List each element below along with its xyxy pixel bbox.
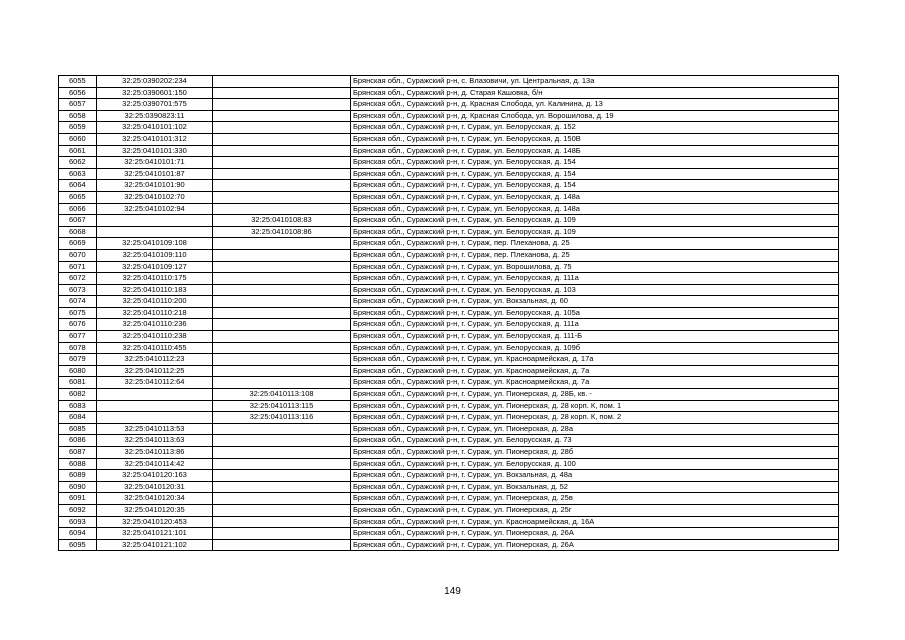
address-cell: Брянская обл., Суражский р-н, г. Сураж, ул. Белорусская, д. 109б bbox=[351, 342, 839, 354]
row-number-cell: 6072 bbox=[59, 273, 97, 285]
row-number-cell: 6082 bbox=[59, 389, 97, 401]
cadastral-number-cell: 32:25:0410101:330 bbox=[97, 145, 213, 157]
address-cell: Брянская обл., Суражский р-н, г. Сураж, ул. Красноармейская, д. 17а bbox=[351, 354, 839, 366]
address-cell: Брянская обл., Суражский р-н, г. Сураж, ул. Ворошилова, д. 75 bbox=[351, 261, 839, 273]
cadastral-number-alt-cell: 32:25:0410113:116 bbox=[213, 412, 351, 424]
table-row bbox=[59, 133, 839, 145]
address-cell: Брянская обл., Суражский р-н, г. Сураж, ул. Белорусская, д. 111-Б bbox=[351, 331, 839, 343]
address-cell: Брянская обл., Суражский р-н, г. Сураж, ул. Белорусская, д. 105а bbox=[351, 307, 839, 319]
address-cell: Брянская обл., Суражский р-н, г. Сураж, пер. Плеханова, д. 25 bbox=[351, 249, 839, 261]
cadastral-number-cell: 32:25:0410121:102 bbox=[97, 539, 213, 551]
cadastral-number-cell: 32:25:0410101:312 bbox=[97, 133, 213, 145]
address-cell: Брянская обл., Суражский р-н, г. Сураж, ул. Белорусская, д. 152 bbox=[351, 122, 839, 134]
cadastral-number-cell: 32:25:0410112:23 bbox=[97, 354, 213, 366]
row-number-cell: 6077 bbox=[59, 331, 97, 343]
page-number: 149 bbox=[444, 586, 461, 597]
table-row bbox=[59, 296, 839, 308]
table-row bbox=[59, 377, 839, 389]
address-cell: Брянская обл., Суражский р-н, с. Влазовичи, ул. Центральная, д. 13а bbox=[351, 76, 839, 88]
cadastral-number-cell bbox=[97, 226, 213, 238]
cadastral-number-alt-cell bbox=[213, 342, 351, 354]
cadastral-number-cell: 32:25:0410102:70 bbox=[97, 191, 213, 203]
cadastral-number-alt-cell bbox=[213, 423, 351, 435]
table-row bbox=[59, 365, 839, 377]
address-cell: Брянская обл., Суражский р-н, г. Сураж, ул. Белорусская, д. 148Б bbox=[351, 145, 839, 157]
address-cell: Брянская обл., Суражский р-н, г. Сураж, ул. Белорусская, д. 154 bbox=[351, 168, 839, 180]
table-row bbox=[59, 110, 839, 122]
table-row bbox=[59, 99, 839, 111]
address-cell: Брянская обл., Суражский р-н, г. Сураж, ул. Белорусская, д. 73 bbox=[351, 435, 839, 447]
row-number-cell: 6088 bbox=[59, 458, 97, 470]
address-cell: Брянская обл., Суражский р-н, г. Сураж, ул. Белорусская, д. 111а bbox=[351, 319, 839, 331]
row-number-cell: 6085 bbox=[59, 423, 97, 435]
cadastral-number-cell: 32:25:0410120:163 bbox=[97, 470, 213, 482]
cadastral-number-alt-cell bbox=[213, 273, 351, 285]
table-row bbox=[59, 470, 839, 482]
cadastral-number-alt-cell bbox=[213, 180, 351, 192]
cadastral-number-cell: 32:25:0410120:31 bbox=[97, 481, 213, 493]
table-row bbox=[59, 423, 839, 435]
row-number-cell: 6065 bbox=[59, 191, 97, 203]
address-cell: Брянская обл., Суражский р-н, д. Старая Кашовка, б/н bbox=[351, 87, 839, 99]
cadastral-number-cell: 32:25:0410120:453 bbox=[97, 516, 213, 528]
address-cell: Брянская обл., Суражский р-н, г. Сураж, ул. Белорусская, д. 150В bbox=[351, 133, 839, 145]
cadastral-number-cell: 32:25:0410109:110 bbox=[97, 249, 213, 261]
row-number-cell: 6063 bbox=[59, 168, 97, 180]
cadastral-number-alt-cell bbox=[213, 481, 351, 493]
table-row bbox=[59, 447, 839, 459]
cadastral-number-alt-cell bbox=[213, 203, 351, 215]
cadastral-number-alt-cell bbox=[213, 539, 351, 551]
row-number-cell: 6056 bbox=[59, 87, 97, 99]
cadastral-number-cell: 32:25:0410113:53 bbox=[97, 423, 213, 435]
row-number-cell: 6071 bbox=[59, 261, 97, 273]
cadastral-number-cell: 32:25:0410101:87 bbox=[97, 168, 213, 180]
row-number-cell: 6064 bbox=[59, 180, 97, 192]
cadastral-number-alt-cell bbox=[213, 110, 351, 122]
row-number-cell: 6076 bbox=[59, 319, 97, 331]
cadastral-number-cell: 32:25:0410112:64 bbox=[97, 377, 213, 389]
address-cell: Брянская обл., Суражский р-н, г. Сураж, ул. Пионерская, д. 28 корп. К, пом. 2 bbox=[351, 412, 839, 424]
address-cell: Брянская обл., Суражский р-н, г. Сураж, ул. Белорусская, д. 148а bbox=[351, 191, 839, 203]
address-cell: Брянская обл., Суражский р-н, г. Сураж, ул. Белорусская, д. 103 bbox=[351, 284, 839, 296]
cadastral-number-alt-cell bbox=[213, 296, 351, 308]
row-number-cell: 6068 bbox=[59, 226, 97, 238]
address-cell: Брянская обл., Суражский р-н, г. Сураж, ул. Пионерская, д. 25г bbox=[351, 504, 839, 516]
row-number-cell: 6075 bbox=[59, 307, 97, 319]
address-cell: Брянская обл., Суражский р-н, г. Сураж, ул. Пионерская, д. 26А bbox=[351, 539, 839, 551]
cadastral-number-alt-cell bbox=[213, 435, 351, 447]
cadastral-number-cell: 32:25:0390202:234 bbox=[97, 76, 213, 88]
cadastral-number-alt-cell: 32:25:0410108:83 bbox=[213, 215, 351, 227]
table-row bbox=[59, 226, 839, 238]
cadastral-number-alt-cell bbox=[213, 238, 351, 250]
table-row bbox=[59, 389, 839, 401]
cadastral-number-cell bbox=[97, 412, 213, 424]
cadastral-number-alt-cell bbox=[213, 191, 351, 203]
address-cell: Брянская обл., Суражский р-н, г. Сураж, ул. Пионерская, д. 25в bbox=[351, 493, 839, 505]
row-number-cell: 6061 bbox=[59, 145, 97, 157]
row-number-cell: 6083 bbox=[59, 400, 97, 412]
address-cell: Брянская обл., Суражский р-н, г. Сураж, ул. Пионерская, д. 26А bbox=[351, 528, 839, 540]
row-number-cell: 6069 bbox=[59, 238, 97, 250]
cadastral-number-alt-cell bbox=[213, 319, 351, 331]
row-number-cell: 6095 bbox=[59, 539, 97, 551]
table-row bbox=[59, 400, 839, 412]
table-row bbox=[59, 203, 839, 215]
address-cell: Брянская обл., Суражский р-н, д. Красная Слобода, ул. Калинина, д. 13 bbox=[351, 99, 839, 111]
cadastral-number-cell: 32:25:0410101:71 bbox=[97, 157, 213, 169]
row-number-cell: 6091 bbox=[59, 493, 97, 505]
cadastral-number-alt-cell bbox=[213, 528, 351, 540]
table-row bbox=[59, 481, 839, 493]
cadastral-number-cell: 32:25:0410110:238 bbox=[97, 331, 213, 343]
address-cell: Брянская обл., Суражский р-н, г. Сураж, ул. Красноармейская, д. 16А bbox=[351, 516, 839, 528]
cadastral-number-cell: 32:25:0410109:127 bbox=[97, 261, 213, 273]
table-row bbox=[59, 516, 839, 528]
row-number-cell: 6078 bbox=[59, 342, 97, 354]
table-row bbox=[59, 76, 839, 88]
row-number-cell: 6093 bbox=[59, 516, 97, 528]
address-cell: Брянская обл., Суражский р-н, г. Сураж, ул. Белорусская, д. 109 bbox=[351, 226, 839, 238]
cadastral-number-alt-cell bbox=[213, 354, 351, 366]
cadastral-number-cell: 32:25:0410101:90 bbox=[97, 180, 213, 192]
table-row bbox=[59, 539, 839, 551]
cadastral-number-alt-cell bbox=[213, 157, 351, 169]
table-row bbox=[59, 249, 839, 261]
table-row bbox=[59, 273, 839, 285]
table-row bbox=[59, 215, 839, 227]
address-cell: Брянская обл., Суражский р-н, г. Сураж, ул. Красноармейская, д. 7а bbox=[351, 377, 839, 389]
row-number-cell: 6067 bbox=[59, 215, 97, 227]
address-cell: Брянская обл., Суражский р-н, г. Сураж, ул. Белорусская, д. 109 bbox=[351, 215, 839, 227]
cadastral-number-cell: 32:25:0410110:200 bbox=[97, 296, 213, 308]
cadastral-number-alt-cell bbox=[213, 99, 351, 111]
cadastral-number-alt-cell bbox=[213, 307, 351, 319]
table-row bbox=[59, 412, 839, 424]
cadastral-number-cell: 32:25:0410112:25 bbox=[97, 365, 213, 377]
cadastral-number-cell bbox=[97, 389, 213, 401]
row-number-cell: 6080 bbox=[59, 365, 97, 377]
row-number-cell: 6087 bbox=[59, 447, 97, 459]
cadastral-number-alt-cell bbox=[213, 87, 351, 99]
address-cell: Брянская обл., Суражский р-н, г. Сураж, ул. Белорусская, д. 111а bbox=[351, 273, 839, 285]
address-cell: Брянская обл., Суражский р-н, д. Красная Слобода, ул. Ворошилова, д. 19 bbox=[351, 110, 839, 122]
registry-table bbox=[58, 75, 839, 551]
cadastral-number-cell: 32:25:0410120:34 bbox=[97, 493, 213, 505]
cadastral-number-alt-cell bbox=[213, 331, 351, 343]
cadastral-number-alt-cell bbox=[213, 470, 351, 482]
cadastral-number-alt-cell bbox=[213, 284, 351, 296]
cadastral-number-cell: 32:25:0410109:108 bbox=[97, 238, 213, 250]
table-row bbox=[59, 168, 839, 180]
table-row bbox=[59, 342, 839, 354]
address-cell: Брянская обл., Суражский р-н, г. Сураж, ул. Вокзальная, д. 48а bbox=[351, 470, 839, 482]
row-number-cell: 6086 bbox=[59, 435, 97, 447]
address-cell: Брянская обл., Суражский р-н, г. Сураж, ул. Пионерская, д. 28Б, кв. - bbox=[351, 389, 839, 401]
cadastral-number-cell: 32:25:0410120:35 bbox=[97, 504, 213, 516]
row-number-cell: 6090 bbox=[59, 481, 97, 493]
table-row bbox=[59, 354, 839, 366]
cadastral-number-cell: 32:25:0410110:218 bbox=[97, 307, 213, 319]
cadastral-number-cell: 32:25:0390701:575 bbox=[97, 99, 213, 111]
table-row bbox=[59, 145, 839, 157]
table-row bbox=[59, 307, 839, 319]
cadastral-number-alt-cell bbox=[213, 504, 351, 516]
cadastral-number-alt-cell bbox=[213, 76, 351, 88]
cadastral-number-alt-cell: 32:25:0410113:108 bbox=[213, 389, 351, 401]
address-cell: Брянская обл., Суражский р-н, г. Сураж, ул. Вокзальная, д. 52 bbox=[351, 481, 839, 493]
row-number-cell: 6058 bbox=[59, 110, 97, 122]
table-row bbox=[59, 284, 839, 296]
table-row bbox=[59, 87, 839, 99]
address-cell: Брянская обл., Суражский р-н, г. Сураж, ул. Пионерская, д. 28б bbox=[351, 447, 839, 459]
row-number-cell: 6094 bbox=[59, 528, 97, 540]
row-number-cell: 6092 bbox=[59, 504, 97, 516]
cadastral-number-cell: 32:25:0410121:101 bbox=[97, 528, 213, 540]
row-number-cell: 6089 bbox=[59, 470, 97, 482]
cadastral-number-cell: 32:25:0410113:86 bbox=[97, 447, 213, 459]
cadastral-number-alt-cell bbox=[213, 261, 351, 273]
row-number-cell: 6074 bbox=[59, 296, 97, 308]
address-cell: Брянская обл., Суражский р-н, г. Сураж, ул. Белорусская, д. 154 bbox=[351, 180, 839, 192]
cadastral-number-cell bbox=[97, 400, 213, 412]
address-cell: Брянская обл., Суражский р-н, г. Сураж, ул. Красноармейская, д. 7а bbox=[351, 365, 839, 377]
cadastral-number-cell: 32:25:0410101:102 bbox=[97, 122, 213, 134]
address-cell: Брянская обл., Суражский р-н, г. Сураж, ул. Пионерская, д. 28 корп. К, пом. 1 bbox=[351, 400, 839, 412]
cadastral-number-alt-cell bbox=[213, 493, 351, 505]
cadastral-number-alt-cell bbox=[213, 377, 351, 389]
row-number-cell: 6070 bbox=[59, 249, 97, 261]
cadastral-number-alt-cell: 32:25:0410113:115 bbox=[213, 400, 351, 412]
cadastral-number-alt-cell: 32:25:0410108:86 bbox=[213, 226, 351, 238]
address-cell: Брянская обл., Суражский р-н, г. Сураж, ул. Белорусская, д. 154 bbox=[351, 157, 839, 169]
cadastral-number-alt-cell bbox=[213, 516, 351, 528]
cadastral-number-alt-cell bbox=[213, 122, 351, 134]
address-cell: Брянская обл., Суражский р-н, г. Сураж, пер. Плеханова, д. 25 bbox=[351, 238, 839, 250]
row-number-cell: 6073 bbox=[59, 284, 97, 296]
row-number-cell: 6057 bbox=[59, 99, 97, 111]
cadastral-number-cell: 32:25:0410110:175 bbox=[97, 273, 213, 285]
cadastral-number-alt-cell bbox=[213, 168, 351, 180]
table-row bbox=[59, 122, 839, 134]
address-cell: Брянская обл., Суражский р-н, г. Сураж, ул. Белорусская, д. 148а bbox=[351, 203, 839, 215]
cadastral-number-cell: 32:25:0410114:42 bbox=[97, 458, 213, 470]
table-row bbox=[59, 493, 839, 505]
cadastral-number-alt-cell bbox=[213, 447, 351, 459]
cadastral-number-cell bbox=[97, 215, 213, 227]
table-row bbox=[59, 528, 839, 540]
row-number-cell: 6062 bbox=[59, 157, 97, 169]
cadastral-number-cell: 32:25:0410110:455 bbox=[97, 342, 213, 354]
table-row bbox=[59, 191, 839, 203]
cadastral-number-cell: 32:25:0410110:236 bbox=[97, 319, 213, 331]
cadastral-number-cell: 32:25:0390823:11 bbox=[97, 110, 213, 122]
row-number-cell: 6081 bbox=[59, 377, 97, 389]
address-cell: Брянская обл., Суражский р-н, г. Сураж, ул. Пионерская, д. 28а bbox=[351, 423, 839, 435]
cadastral-number-cell: 32:25:0410113:63 bbox=[97, 435, 213, 447]
cadastral-number-cell: 32:25:0410110:183 bbox=[97, 284, 213, 296]
table-row bbox=[59, 157, 839, 169]
row-number-cell: 6060 bbox=[59, 133, 97, 145]
table-row bbox=[59, 261, 839, 273]
cadastral-number-alt-cell bbox=[213, 365, 351, 377]
table-row bbox=[59, 504, 839, 516]
registry-table-body bbox=[59, 76, 839, 551]
table-row bbox=[59, 458, 839, 470]
address-cell: Брянская обл., Суражский р-н, г. Сураж, ул. Белорусская, д. 100 bbox=[351, 458, 839, 470]
address-cell: Брянская обл., Суражский р-н, г. Сураж, ул. Вокзальная, д. 60 bbox=[351, 296, 839, 308]
row-number-cell: 6055 bbox=[59, 76, 97, 88]
table-row bbox=[59, 435, 839, 447]
cadastral-number-alt-cell bbox=[213, 458, 351, 470]
table-row bbox=[59, 180, 839, 192]
cadastral-number-cell: 32:25:0410102:94 bbox=[97, 203, 213, 215]
table-row bbox=[59, 319, 839, 331]
cadastral-number-cell: 32:25:0390601:150 bbox=[97, 87, 213, 99]
table-row bbox=[59, 331, 839, 343]
cadastral-number-alt-cell bbox=[213, 145, 351, 157]
cadastral-number-alt-cell bbox=[213, 249, 351, 261]
row-number-cell: 6084 bbox=[59, 412, 97, 424]
row-number-cell: 6066 bbox=[59, 203, 97, 215]
cadastral-number-alt-cell bbox=[213, 133, 351, 145]
row-number-cell: 6059 bbox=[59, 122, 97, 134]
row-number-cell: 6079 bbox=[59, 354, 97, 366]
table-row bbox=[59, 238, 839, 250]
